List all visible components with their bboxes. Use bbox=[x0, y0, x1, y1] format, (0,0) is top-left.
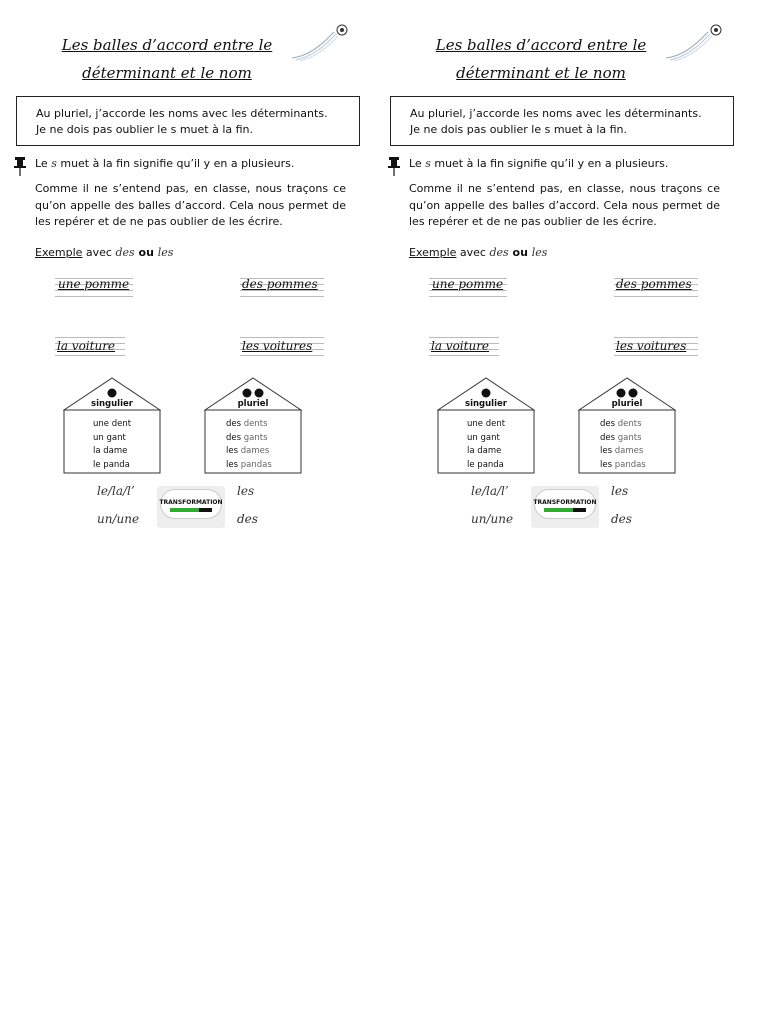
example-les: les bbox=[531, 246, 548, 259]
explanation-paragraph: Comme il ne s’entend pas, en classe, nous traçons ce qu’on appelle des balles d’accord. Cela nous permet de les repérer et de ne pas oublier de les écrire. bbox=[409, 182, 720, 228]
pushpin-icon bbox=[388, 156, 400, 176]
word-des-pommes: des pommes bbox=[242, 277, 318, 291]
word-les-voitures: les voitures bbox=[242, 339, 313, 353]
determiner: des bbox=[226, 419, 242, 429]
det-plural-2: des bbox=[611, 512, 632, 526]
note-before: Le bbox=[35, 157, 52, 170]
house-label: singulier bbox=[465, 399, 507, 409]
determiner: les bbox=[600, 446, 613, 456]
transformation-label: TRANSFORMATION bbox=[159, 499, 223, 506]
progress-fill bbox=[544, 508, 573, 512]
list-item bbox=[226, 459, 272, 473]
list-item bbox=[226, 432, 272, 446]
explanation-paragraph: Comme il ne s’entend pas, en classe, nous traçons ce qu’on appelle des balles d’accord. Cela nous permet de les repérer et de ne pas oublier de les écrire. bbox=[35, 182, 346, 228]
noun: dents bbox=[615, 419, 642, 429]
rule-line-1: Au pluriel, j’accorde les noms avec les déterminants. bbox=[410, 107, 702, 120]
list-item bbox=[226, 445, 272, 459]
note-before: Le bbox=[409, 157, 426, 170]
title-line-1: Les balles d’accord entre le bbox=[61, 36, 273, 54]
det-plural-1: les bbox=[611, 484, 629, 498]
rule-line-2: Je ne dois pas oublier le s muet à la fin. bbox=[36, 123, 254, 136]
note-text bbox=[409, 157, 668, 170]
noun: gants bbox=[241, 432, 268, 443]
list-item: la dame bbox=[93, 446, 128, 456]
example-avec: avec bbox=[456, 246, 490, 259]
word-la-voiture: la voiture bbox=[57, 339, 116, 353]
note-after: muet à la fin signifie qu’il y en a plusieurs. bbox=[56, 157, 295, 170]
example-line bbox=[35, 246, 173, 259]
example-line bbox=[409, 246, 547, 259]
note-s: s bbox=[51, 157, 57, 170]
noun: pandas bbox=[612, 459, 646, 470]
example-ou: ou bbox=[508, 246, 532, 259]
list-item: une dent bbox=[467, 419, 506, 429]
note-after: muet à la fin signifie qu’il y en a plusieurs. bbox=[430, 157, 669, 170]
det-singular-1: le/la/l’ bbox=[471, 484, 509, 498]
example-ou: ou bbox=[134, 246, 158, 259]
pushpin-icon bbox=[14, 156, 26, 176]
transformation-machine bbox=[531, 486, 599, 528]
determiner: les bbox=[226, 459, 239, 470]
note-s: s bbox=[425, 157, 431, 170]
pluriel-list bbox=[226, 418, 272, 472]
example-avec: avec bbox=[82, 246, 116, 259]
list-item: la dame bbox=[467, 446, 502, 456]
ball-swoosh-icon bbox=[290, 22, 360, 62]
title-line-2: déterminant et le nom bbox=[82, 64, 252, 82]
pluriel-list bbox=[600, 418, 646, 472]
noun: dents bbox=[241, 419, 268, 429]
noun: dames bbox=[238, 446, 270, 456]
example-les: les bbox=[157, 246, 174, 259]
example-label: Exemple bbox=[35, 246, 83, 259]
determiner: des bbox=[226, 432, 242, 443]
det-singular-1: le/la/l’ bbox=[97, 484, 135, 498]
determiner: des bbox=[600, 432, 616, 443]
title-line-1: Les balles d’accord entre le bbox=[435, 36, 647, 54]
transformation-machine bbox=[157, 486, 225, 528]
list-item bbox=[600, 459, 646, 473]
noun: pandas bbox=[238, 459, 272, 470]
title-line-2: déterminant et le nom bbox=[456, 64, 626, 82]
determiner: les bbox=[600, 459, 613, 470]
house-label: pluriel bbox=[611, 399, 643, 409]
example-des: des bbox=[115, 246, 135, 259]
noun: gants bbox=[615, 432, 642, 443]
list-item bbox=[600, 432, 646, 446]
worksheet-left bbox=[0, 0, 384, 535]
progress-bar bbox=[544, 508, 586, 512]
noun: dames bbox=[612, 446, 644, 456]
singulier-list bbox=[93, 418, 131, 472]
list-item: le panda bbox=[467, 459, 504, 470]
det-plural-2: des bbox=[237, 512, 258, 526]
list-item: un gant bbox=[467, 432, 500, 443]
word-une-pomme: une pomme bbox=[58, 277, 130, 291]
example-des: des bbox=[489, 246, 509, 259]
transformation-label: TRANSFORMATION bbox=[533, 499, 597, 506]
singulier-list bbox=[467, 418, 505, 472]
ball-swoosh-icon bbox=[664, 22, 734, 62]
list-item: le panda bbox=[93, 459, 130, 470]
progress-fill bbox=[170, 508, 199, 512]
progress-bar bbox=[170, 508, 212, 512]
det-singular-2: un/une bbox=[97, 512, 140, 526]
word-la-voiture: la voiture bbox=[431, 339, 490, 353]
det-singular-2: un/une bbox=[471, 512, 514, 526]
rule-line-1: Au pluriel, j’accorde les noms avec les déterminants. bbox=[36, 107, 328, 120]
det-plural-1: les bbox=[237, 484, 255, 498]
rule-line-2: Je ne dois pas oublier le s muet à la fin. bbox=[410, 123, 628, 136]
determiner: des bbox=[600, 419, 616, 429]
example-label: Exemple bbox=[409, 246, 457, 259]
list-item bbox=[226, 418, 272, 432]
list-item: une dent bbox=[93, 419, 132, 429]
rule-box bbox=[16, 96, 360, 146]
word-une-pomme: une pomme bbox=[432, 277, 504, 291]
list-item bbox=[600, 418, 646, 432]
determiner: les bbox=[226, 446, 239, 456]
house-label: pluriel bbox=[237, 399, 269, 409]
worksheet-right bbox=[374, 0, 758, 535]
list-item: un gant bbox=[93, 432, 126, 443]
note-text bbox=[35, 157, 294, 170]
word-les-voitures: les voitures bbox=[616, 339, 687, 353]
list-item bbox=[600, 445, 646, 459]
rule-box bbox=[390, 96, 734, 146]
word-des-pommes: des pommes bbox=[616, 277, 692, 291]
house-label: singulier bbox=[91, 399, 133, 409]
